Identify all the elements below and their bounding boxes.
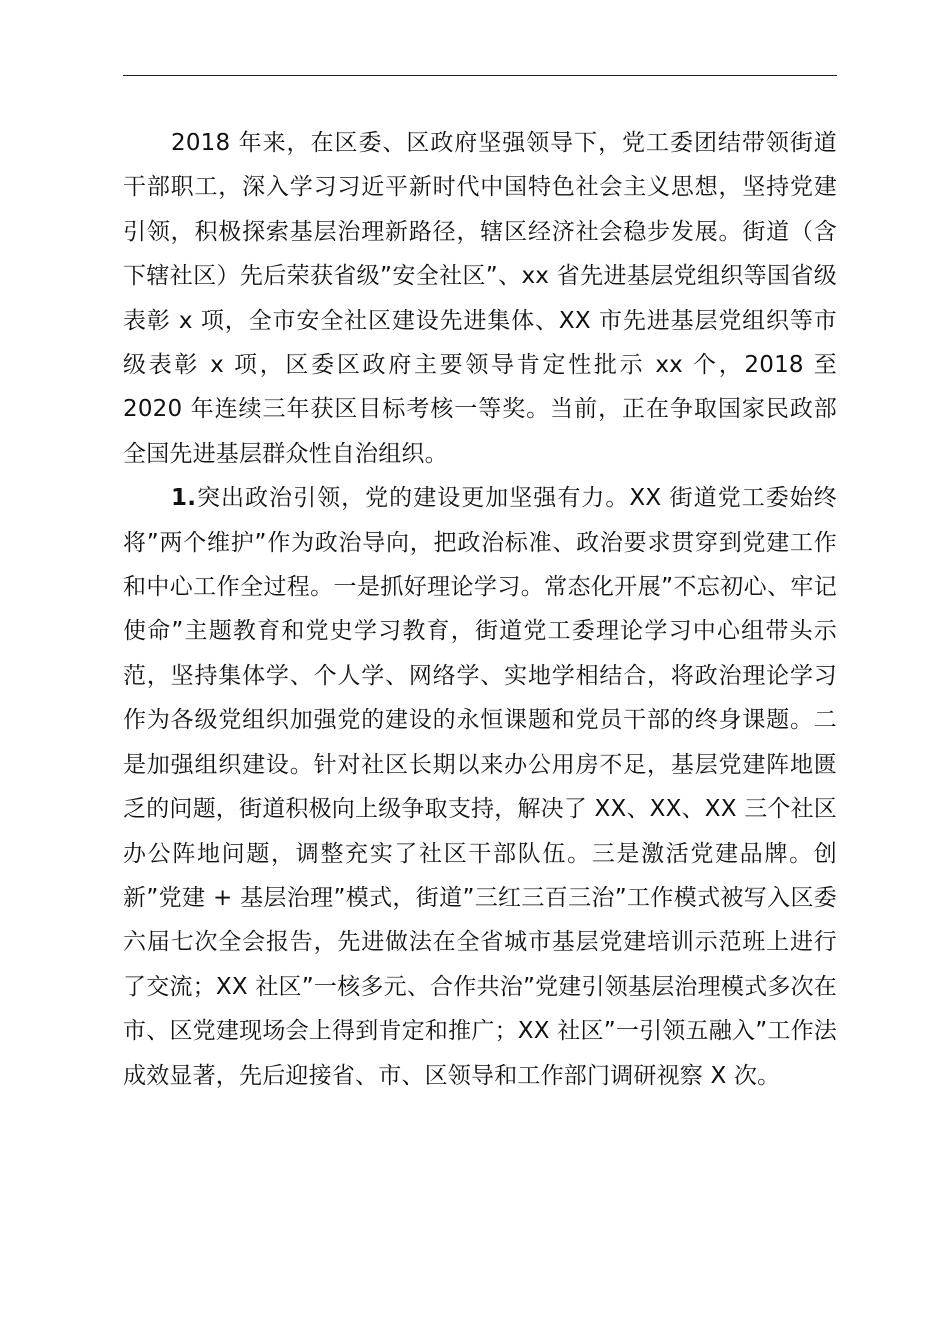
paragraph-section-1 <box>123 476 837 1098</box>
paragraph-section-1-text: 突出政治引领，党的建设更加坚强有力。XX 街道党工委始终将”两个维护”作为政治导向，把政治标准、政治要求贯穿到党建工作和中心工作全过程。一是抓好理论学习。常态化开展”不忘初心、牢记使命”主题教育和党史学习教育，街道党工委理论学习中心组带头示范，坚持集体学、个人学、网络学、实地学相结合，将政治理论学习作为各级党组织加强党的建设的永恒课题和党员干部的终身课题。二是加强组织建设。针对社区长期以来办公用房不足，基层党建阵地匮乏的问题，街道积极向上级争取支持，解决了 XX、XX、XX 三个社区办公阵地问题，调整充实了社区干部队伍。三是激活党建品牌。创新”党建 + 基层治理”模式，街道”三红三百三治”工作模式被写入区委六届七次全会报告，先进做法在全省城市基层党建培训示范班上进行了交流；XX 社区”一核多元、合作共治”党建引领基层治理模式多次在市、区党建现场会上得到肯定和推广；XX 社区”一引领五融入”工作法成效显著，先后迎接省、市、区领导和工作部门调研视察 X 次。 <box>123 485 837 1089</box>
document-body <box>123 121 837 1098</box>
header-rule <box>123 75 837 76</box>
paragraph-intro-text: 2018 年来，在区委、区政府坚强领导下，党工委团结带领街道干部职工，深入学习习近平新时代中国特色社会主义思想，坚持党建引领，积极探索基层治理新路径，辖区经济社会稳步发展。街道（含下辖社区）先后荣获省级”安全社区”、xx 省先进基层党组织等国省级表彰 x 项，全市安全社区建设先进集体、XX 市先进基层党组织等市级表彰 x 项，区委区政府主要领导肯定性批示 xx 个，2018 至 2020 年连续三年获区目标考核一等奖。当前，正在争取国家民政部全国先进基层群众性自治组织。 <box>123 130 837 467</box>
paragraph-intro <box>123 121 837 476</box>
section-number: 1. <box>171 485 197 512</box>
